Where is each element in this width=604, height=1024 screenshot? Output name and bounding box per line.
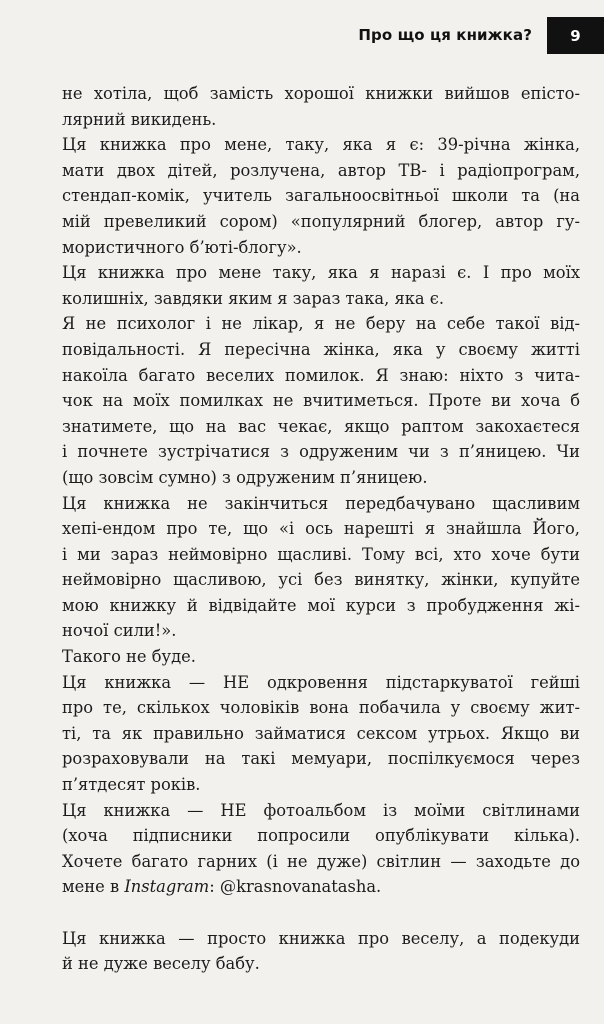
paragraph-8	[62, 798, 580, 900]
text-line: ті, та як правильно займатися сексом утрьох. Якщо ви	[62, 723, 580, 743]
paragraph-gap	[62, 900, 580, 926]
paragraph-1	[62, 81, 580, 132]
text-line: Ця книжка про мене, таку, яка я є: 39-річна жінка,	[62, 135, 580, 155]
text-line: і почнете зустрічатися з одруженим чи з п’яницею. Чи	[62, 442, 580, 462]
text-line	[62, 874, 580, 900]
text-line: лярний викидень.	[62, 109, 217, 129]
text-line: Ця книжка про мене таку, яка я наразі є. І про моїх	[62, 263, 580, 283]
text-line: стендап-комік, учитель загальноосвітньої школи та (на	[62, 186, 580, 206]
text-line: Ця книжка не закінчиться передбачувано щасливим	[62, 493, 580, 513]
text-line: мій превеликий сором) «популярний блогер, автор гу-	[62, 211, 580, 231]
paragraph-5	[62, 491, 580, 645]
text-line: Ця книжка — просто книжка про веселу, а подекуди	[62, 928, 580, 948]
text-line: чок на моїх помилках не вчитиметься. Проте ви хоча б	[62, 391, 580, 411]
text-line: ночої сили!».	[62, 621, 177, 641]
text-line: (хоча підписники попросили опублікувати кілька).	[62, 826, 580, 846]
text-line: накоїла багато веселих помилок. Я знаю: ніхто з чита-	[62, 365, 580, 385]
text-line: мою книжку й відвідайте мої курси з пробудження жі-	[62, 595, 580, 615]
text-line: і ми зараз неймовірно щасливі. Тому всі, хто хоче бути	[62, 544, 580, 564]
text-line: колишніх, завдяки яким я зараз така, яка є.	[62, 288, 445, 308]
text-line: Хочете багато гарних (і не дуже) світлин — заходьте до	[62, 851, 580, 871]
paragraph-2	[62, 132, 580, 260]
text-line: мати двох дітей, розлучена, автор ТВ- і радіопрограм,	[62, 160, 580, 180]
text-line: не хотіла, щоб замість хорошої книжки вийшов епісто-	[62, 84, 580, 103]
body-text	[62, 81, 580, 977]
text-fragment: мене в	[62, 877, 125, 897]
text-line: п’ятдесят років.	[62, 775, 201, 795]
instagram-label: Instagram	[124, 877, 210, 897]
text-line: мористичного б’юті-блогу».	[62, 237, 302, 257]
text-line: й не дуже веселу бабу.	[62, 954, 260, 974]
text-line: Такого не буде.	[62, 647, 196, 667]
text-line: повідальності. Я пересічна жінка, яка у своєму житті	[62, 339, 580, 359]
paragraph-9	[62, 926, 580, 977]
running-header-title: Про що ця книжка?	[358, 26, 532, 44]
text-line: Я не психолог і не лікар, я не беру на себе такої від-	[62, 314, 580, 334]
text-line: Ця книжка — НЕ одкровення підстаркуватої гейші	[62, 672, 580, 692]
text-line: Ця книжка — НЕ фотоальбом із моїми світлинами	[62, 800, 580, 820]
text-line: розраховували на такі мемуари, поспілкуємося через	[62, 749, 580, 769]
text-line: хепі-ендом про те, що «і ось нарешті я знайшла Його,	[62, 519, 580, 539]
text-line: про те, скількох чоловіків вона побачила у своєму жит-	[62, 698, 580, 718]
text-line: неймовірно щасливою, усі без винятку, жінки, купуйте	[62, 570, 580, 590]
paragraph-6	[62, 644, 580, 670]
paragraph-7	[62, 670, 580, 798]
page-number-tab	[547, 17, 604, 54]
instagram-handle: : @krasnovanatasha.	[209, 877, 382, 897]
text-line: знатимете, що на вас чекає, якщо раптом закохаєтеся	[62, 416, 580, 436]
text-line: (що зовсім сумно) з одруженим п’яницею.	[62, 467, 428, 487]
paragraph-3	[62, 260, 580, 311]
page-number: 9	[570, 26, 581, 45]
paragraph-4	[62, 311, 580, 490]
